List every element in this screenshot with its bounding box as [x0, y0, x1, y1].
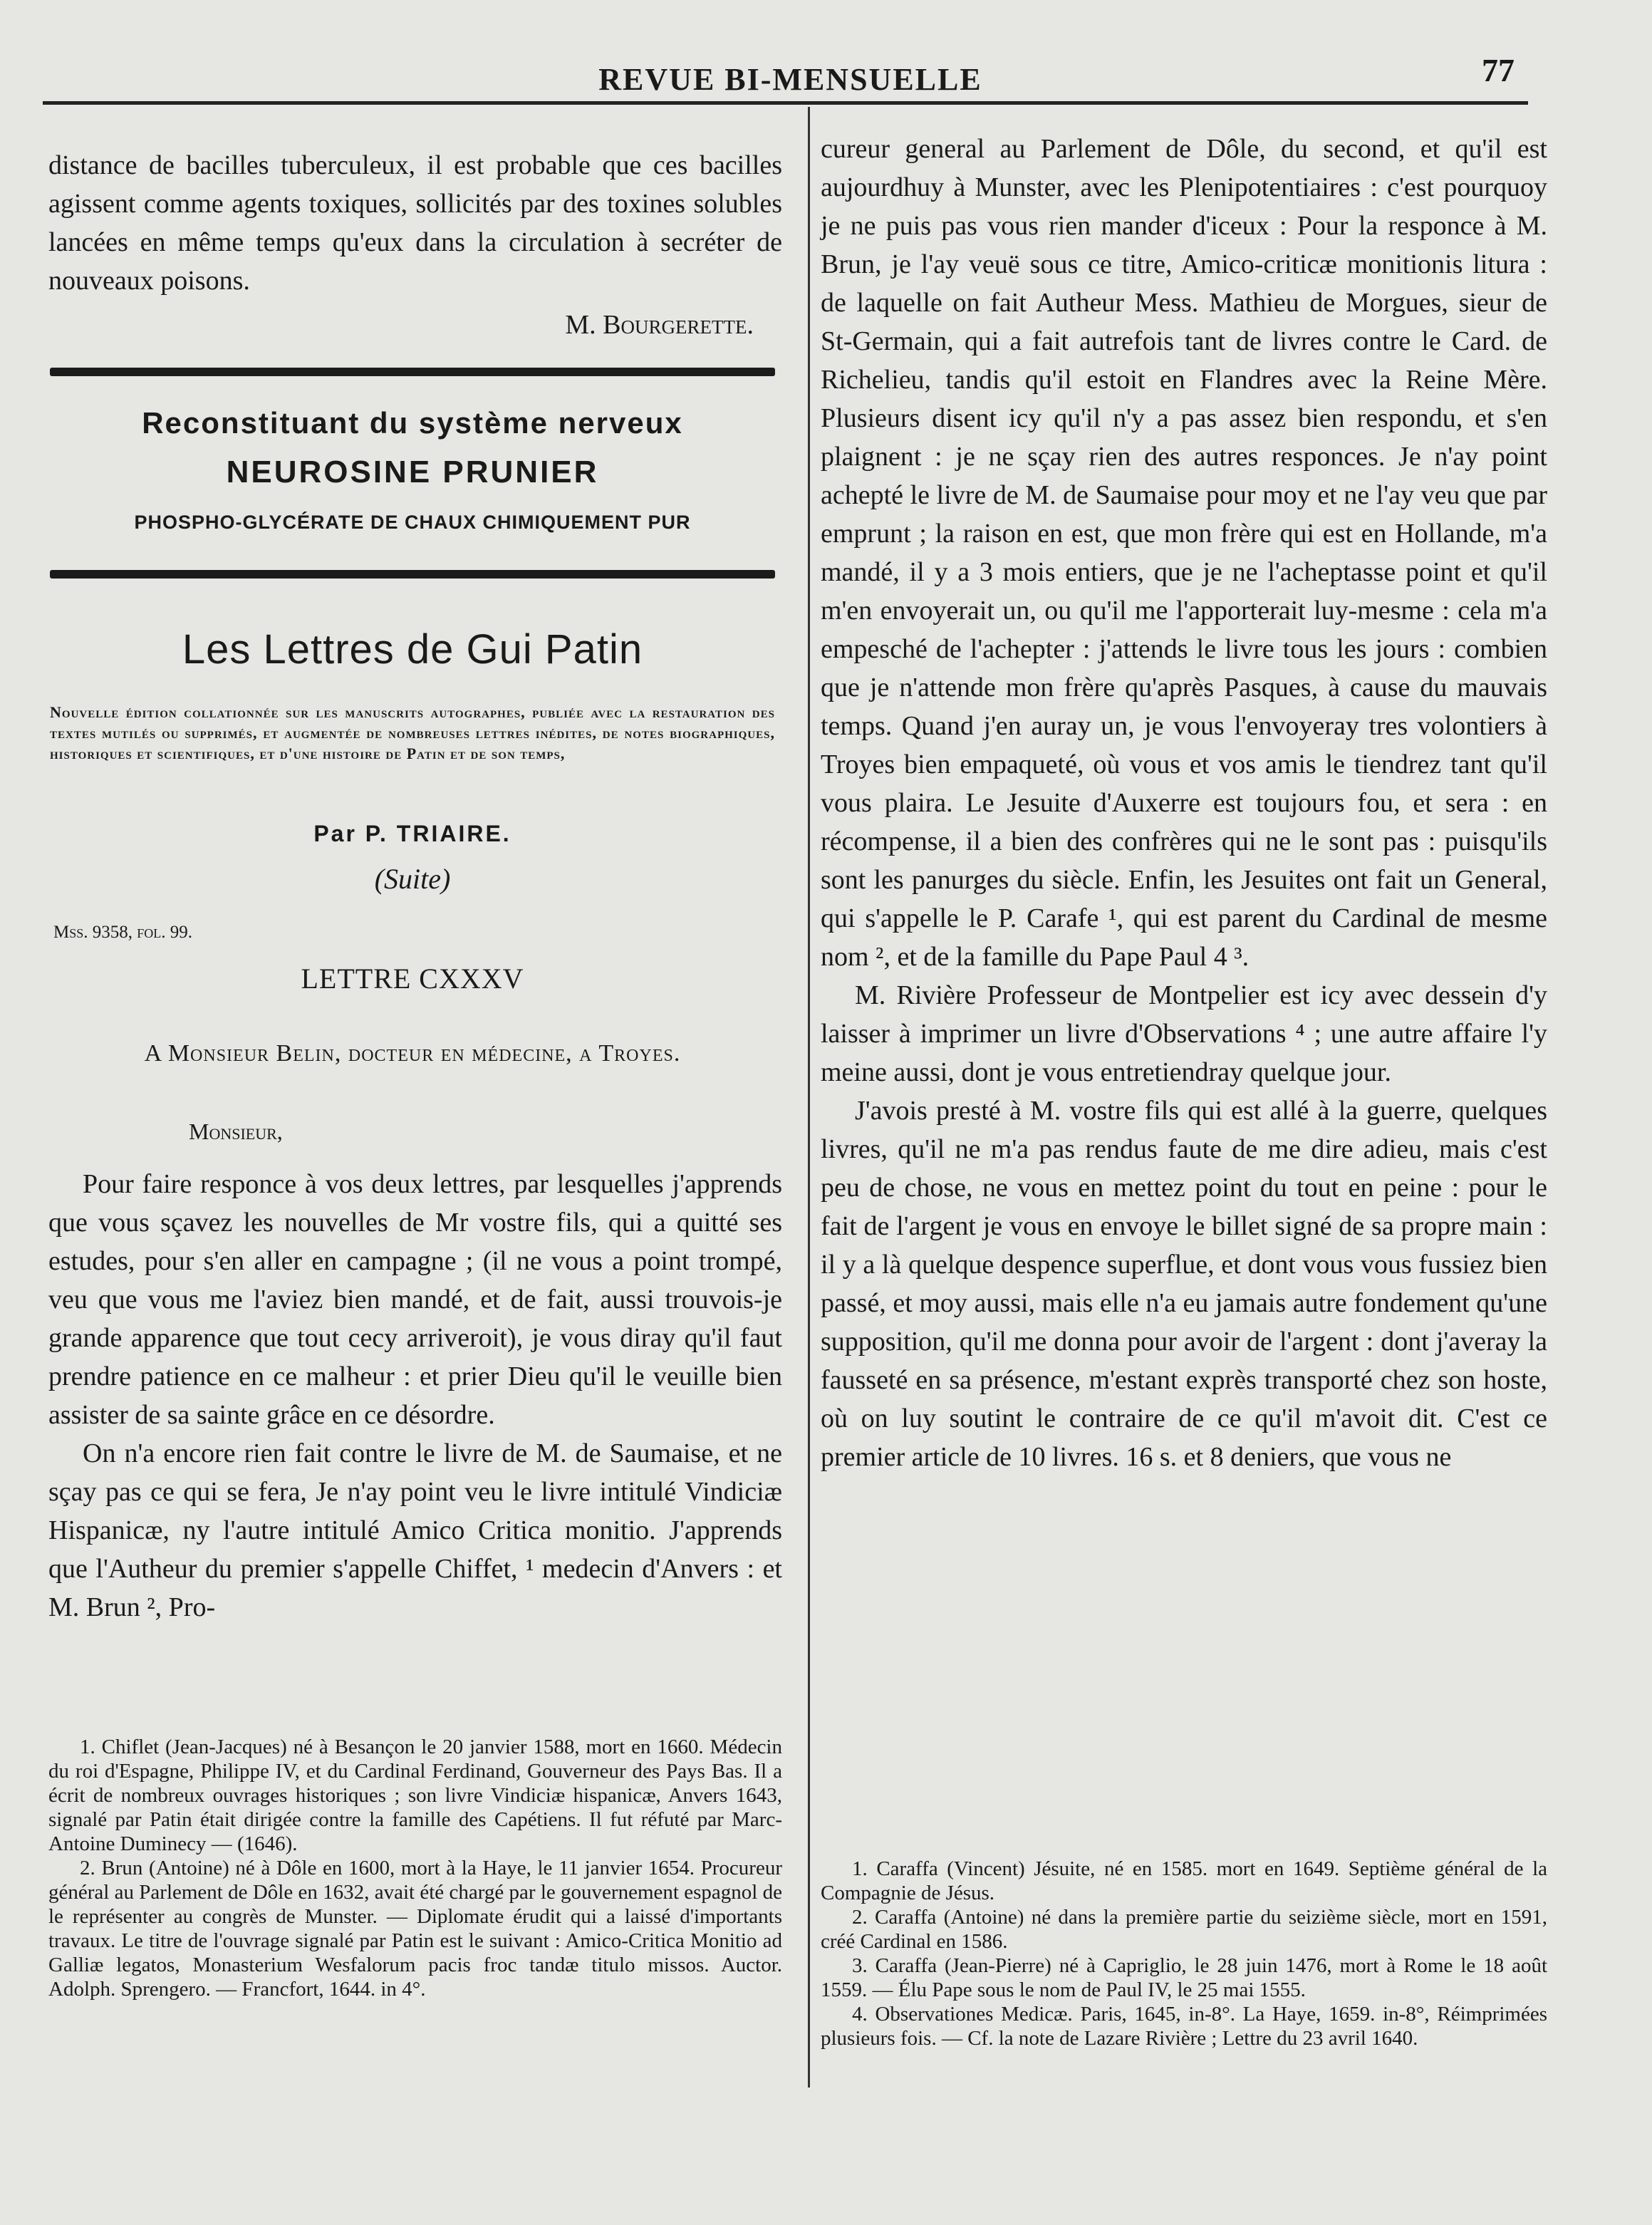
article-title: Les Lettres de Gui Patin [182, 626, 643, 673]
letter-number: LETTRE CXXXV [301, 963, 524, 995]
right-letter-body [821, 130, 1547, 1476]
article-subtitle: Nouvelle édition collationnée sur les manuscrits autographes, publiée avec la restauration des textes mutilés ou supprimés, et augmentée de nombreuses lettres inédites, de notes biographiques, historiques et scientifiques, et d'une histoire de Patin et de son temps, [50, 703, 775, 762]
ad-description: PHOSPHO-GLYCÉRATE DE CHAUX CHIMIQUEMENT PUR [134, 512, 691, 533]
running-title: REVUE BI-MENSUELLE [598, 62, 982, 97]
footnote: 4. Observationes Medicæ. Paris, 1645, in-8°. La Haye, 1659. in-8°, Réimprimées plusieurs fois. — Cf. la note de Lazare Rivière ; Lettre du 23 avril 1640. [821, 2003, 1547, 2050]
salutation: Monsieur, [189, 1119, 283, 1144]
left-letter-body [48, 1165, 782, 1627]
ad-tagline: Reconstituant du système nerveux [142, 406, 683, 440]
continued-paragraph: distance de bacilles tuberculeux, il est probable que ces bacilles agissent comme agents toxiques, sollicités par des toxines solubles lancées en même temps qu'eux dans la circulation à secréter de nouveaux poisons. [48, 150, 782, 296]
letter-paragraph: cureur general au Parlement de Dôle, du second, et qu'il est aujourdhuy à Munster, avec les Plenipotentiaires : c'est pourquoy je ne puis pas vous rien mander d'iceux : Pour la responce à M. Brun, je l'ay veuë sous ce titre, Amico-criticæ monitionis litura : de laquelle on fait Autheur Mess. Mathieu de Morgues, sieur de St-Germain, qui a fait autrefois tant de livres contre le Card. de Richelieu, tandis qu'il estoit en Flandres avec la Reine Mère. Plusieurs disent icy qu'il n'y a pas assez bien respondu, et s'en plaignent : je ne sçay rien des autres responces. Je n'ay point achepté le livre de M. de Saumaise pour moy et ne l'ay veu que par emprunt ; la raison en est, que mon frère qui est en Hollande, m'a mandé, il y a 3 mois entiers, que je ne l'acheptasse point et qu'il m'en envoyerait un, ou qu'il me l'apporterait luy-mesme : cela m'a empesché de l'achepter : j'attends le livre tous les jours : combien que je n'attende mon frère qu'après Pasques, à cause du mauvais temps. Quand j'en auray un, je vous l'envoyeray tres volontiers à Troyes bien empaqueté, où vous et vos amis le tiendrez tant qu'il vous plaira. Le Jesuite d'Auxerre est toujours fou, et sera : en récompense, il a bien des confrères qui ne le sont pas : puisqu'ils sont les panurges du siècle. Enfin, les Jesuites ont fait un General, qui s'appelle le P. Carafe ¹, qui est parent du Cardinal de mesme nom ², et de la famille du Pape Paul 4 ³. [821, 134, 1547, 972]
left-footnotes [48, 1735, 782, 2001]
footnote: 2. Brun (Antoine) né à Dôle en 1600, mort à la Haye, le 11 janvier 1654. Procureur général au Parlement de Dôle en 1632, avait été chargé par le gouvernement espagnol de le représenter au congrès de Munster. — Diplomate érudit qui a laissé d'importants travaux. Le titre de l'ouvrage signalé par Patin est le suivant : Amico-Critica Monitio ad Galliæ legatos, Monasterium Wesfalorum pacis froc tandæ titulo missos. Auctor. Adolph. Sprengero. — Francfort, 1644. in 4°. [48, 1857, 782, 2001]
article-author: Par P. TRIAIRE. [313, 821, 511, 846]
footnote: 2. Caraffa (Antoine) né dans la première partie du seizième siècle, mort en 1591, créé Cardinal en 1586. [821, 1906, 1547, 1953]
article-signature: M. Bourgerette. [565, 310, 754, 340]
footnote: 1. Chiflet (Jean-Jacques) né à Besançon le 20 janvier 1588, mort en 1660. Médecin du roi d'Espagne, Philippe IV, et du Cardinal Ferdinand, Gouverneur des Pays Bas. Il a écrit de nombreux ouvrages historiques ; son livre Vindiciæ hispanicæ, Anvers 1643, signalé par Patin était dirigée contre la famille des Capétiens. Il fut réfuté par Marc-Antoine Duminecy — (1646). [48, 1736, 782, 1855]
header-rule [43, 101, 1528, 105]
manuscript-reference: Mss. 9358, fol. 99. [53, 923, 193, 942]
ad-top-bar [50, 368, 775, 376]
letter-paragraph: M. Rivière Professeur de Montpelier est icy avec dessein d'y laisser à imprimer un livre d'Observations ⁴ ; une autre affaire l'y meine aussi, dont je vous entretiendray quelque jour. [821, 980, 1547, 1087]
ad-bottom-bar [50, 570, 775, 579]
column-rule [808, 107, 810, 2087]
left-top-block [48, 146, 782, 344]
letter-paragraph: On n'a encore rien fait contre le livre de M. de Saumaise, et ne sçay pas ce qui se fera, Je n'ay point veu le livre intitulé Vindiciæ Hispanicæ, ny l'autre intitulé Amico Critica monitio. J'apprends que l'Autheur du premier s'appelle Chiffet, ¹ medecin d'Anvers : et M. Brun ², Pro- [48, 1438, 782, 1622]
letter-paragraph: J'avois presté à M. vostre fils qui est allé à la guerre, quelques livres, qu'il ne m'a pas rendus faute de me dire adieu, mais c'est peu de chose, ne vous en mettez point du tout en peine : pour le fait de l'argent je vous en envoye le billet signé de sa propre main : il y a là quelque despence superflue, et dont vous vous fussiez bien passé, et moy aussi, mais elle n'a eu jamais autre fondement qu'une supposition, qu'il me donna pour avoir de l'argent : dont j'averay la fausseté en sa présence, m'estant exprès transporté chez son hoste, où on luy soutint le contraire de ce qu'il m'avoit dit. C'est ce premier article de 10 livres. 16 s. et 8 deniers, que vous ne [821, 1096, 1547, 1472]
right-footnotes [821, 1857, 1547, 2050]
letter-paragraph: Pour faire responce à vos deux lettres, par lesquelles j'apprends que vous sçavez les nouvelles de Mr vostre fils, qui a quitté ses estudes, pour s'en aller en campagne ; (il ne vous a point trompé, veu que vous me l'aviez bien mandé, et de fait, aussi trouvois-je grande apparence que tout cecy arriveroit), je vous diray qu'il faut prendre patience en ce malheur : et prier Dieu qu'il le veuille bien assister de sa sainte grâce en ce désordre. [48, 1169, 782, 1430]
footnote: 1. Caraffa (Vincent) Jésuite, né en 1585. mort en 1649. Septième général de la Compagnie de Jésus. [821, 1857, 1547, 1904]
page-number: 77 [1482, 52, 1515, 88]
letter-addressee: A Monsieur Belin, docteur en médecine, a Troyes. [144, 1040, 681, 1067]
suite-label: (Suite) [374, 863, 451, 895]
ad-product-name: NEUROSINE PRUNIER [226, 455, 599, 489]
footnote: 3. Caraffa (Jean-Pierre) né à Capriglio, le 28 juin 1476, mort à Rome le 18 août 1559. — Élu Pape sous le nom de Paul IV, le 25 mai 1555. [821, 1954, 1547, 2001]
